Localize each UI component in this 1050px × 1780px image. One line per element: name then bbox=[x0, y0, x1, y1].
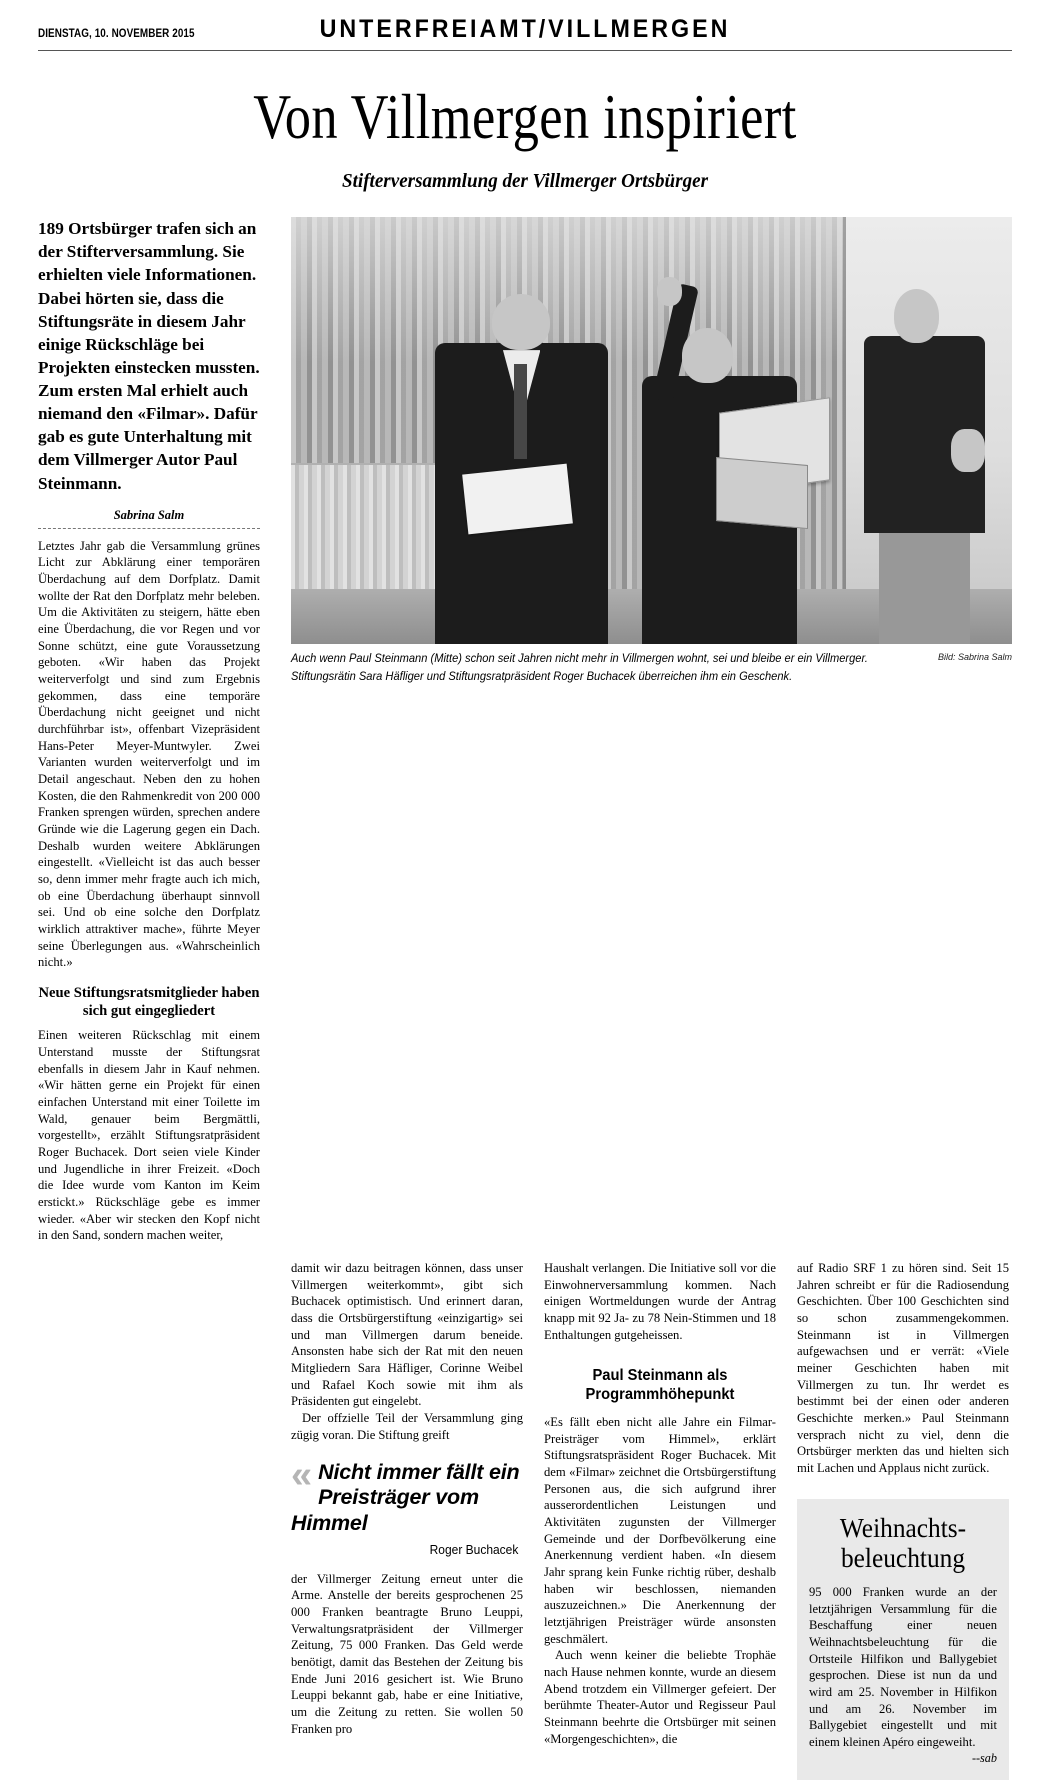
masthead bbox=[38, 0, 1012, 48]
photo-block bbox=[291, 217, 1012, 1244]
pull-quote bbox=[291, 1454, 523, 1557]
trousers bbox=[879, 522, 970, 644]
article-top-section bbox=[38, 217, 1012, 1244]
column2-paragraph-1: damit wir dazu beitragen können, dass unser Villmergen weiterkommt», gibt sich Buchacek optimistisch. Und erinnert daran, dass die Ortsbürgerstiftung «einzigartig» sei und man Villmergen darum beneide. Ansonsten habe sich der Rat mit den neuen Mitgliedern Sara Häfliger, Corinne Weibel und Rafael Koch sowie mit ihm als Präsidenten gut eingelebt. bbox=[291, 1260, 523, 1409]
sidebar-box-signature: --sab bbox=[971, 1750, 997, 1765]
person-sara-haefliger bbox=[861, 286, 1012, 645]
waving-hand bbox=[657, 277, 682, 306]
column3-paragraph-2: «Es fällt eben nicht alle Jahre ein Filmar-Preisträger vom Himmel», erklärt Stiftungsratspräsident Roger Buchacek. Mit dem «Filmar» zeichnet die Ortsbürgerstiftung Personen aus, die sich aufgrund ihrer ausserordentlichen Leistungen und Aktivitäten zugunsten der Villmerger Gemeinde und der Dorfbevölkerung eine Anerkennung verdient haben. «In diesem Jahr sprang kein Funke richtig rüber, deshalb haben wir beschlossen, niemanden auszuzeichnen.» Die Anerkennung der letztjährigen Preisträger würde ansonsten geschmälert. bbox=[544, 1415, 776, 1646]
column3-paragraph-3: Auch wenn keiner die beliebte Trophäe nach Hause nehmen konnte, wurde an diesem Abend trotzdem ein Villmerger gefeiert. Der berühmte Theater-Autor und Regisseur Paul Steinmann beehrte die Ortsbürger mit seinen «Morgengeschichten», die bbox=[544, 1648, 776, 1746]
column2-paragraph-2: Der offzielle Teil der Versammlung ging zügig voran. Die Stiftung greift bbox=[291, 1410, 523, 1442]
sidebar-box-title bbox=[815, 1513, 992, 1573]
person-roger-buchacek bbox=[428, 294, 615, 644]
photo-caption: Auch wenn Paul Steinmann (Mitte) schon seit Jahren nicht mehr in Villmergen wohnt, sei und bleibe er ein Villmerger. Stiftungsrätin Sara Häfliger und Stiftungsratpräsident Roger Buchacek überreichen ihm ein Geschenk. bbox=[291, 652, 868, 683]
sidebar-box-title-line1: Weihnachts- bbox=[839, 1512, 967, 1543]
head bbox=[682, 328, 733, 383]
column3-subheading: Paul Steinmann als Programmhöhepunkt bbox=[585, 1367, 735, 1404]
column-3 bbox=[544, 1260, 776, 1780]
head bbox=[894, 289, 939, 343]
sidebar-box-weihnachtsbeleuchtung bbox=[797, 1499, 1009, 1780]
article-byline: Sabrina Salm bbox=[113, 507, 185, 522]
article-lead-paragraph: 189 Ortsbürger trafen sich an der Stifterversammlung. Sie erhielten viele Informationen. Dabei hörten sie, dass die Stiftungsräte in diesem Jahr einige Rückschläge bei Projekten einstecken mussten. Zum ersten Mal erhielt auch niemand den «Filmar». Dafür gab es gute Unterhaltung mit dem Villmerger Autor Paul Steinmann. bbox=[38, 219, 260, 493]
lead-column bbox=[38, 217, 260, 1244]
head bbox=[492, 294, 550, 350]
photo-credit: Bild: Sabrina Salm bbox=[937, 652, 1012, 663]
column1-subheading: Neue Stiftungsratsmitglieder haben sich gut eingegliedert bbox=[38, 985, 260, 1019]
clapping-hands bbox=[951, 429, 984, 472]
article-headline: Von Villmergen inspiriert bbox=[253, 81, 797, 152]
necktie bbox=[514, 364, 527, 459]
gift-box bbox=[716, 457, 808, 529]
article-subhead: Stifterversammlung der Villmerger Ortsbürger bbox=[342, 170, 708, 193]
column1-paragraph-1: Letztes Jahr gab die Versammlung grünes Licht zur Abklärung einer temporären Überdachung auf dem Dorfplatz. Damit wollte der Rat den Dorfplatz mehr beleben. Um die Aktivitäten zu steigern, hätte eben eine Überdachung, die vor Regen und vor Sonne schützt, eine gute Voraussetzung geboten. «Wir haben das Projekt weiterverfolgt und sind zum Ergebnis gekommen, dass eine temporäre Überdachung nicht geeignet und nicht durchführbar ist», offenbart Vizepräsident Hans-Peter Meyer-Muntwyler. Zwei Varianten wurden weiterverfolgt und im Detail angeschaut. Neben den zu hohen Kosten, die den Rahmenkredit von 200 000 Franken sprengen würden, sprechen andere Gründe wie die Lagerung gegen ein Dach. Deshalb wurden weitere Abklärungen eingestellt. «Vielleicht ist das auch besser so, denn immer mehr fragte auch ich mich, ob eine Überdachung überhaupt sinnvoll sei. Und ob eine solche den Dorfplatz wirklich attraktiver mache», führte Meyer seine Überlegungen aus. «Wahrscheinlich nicht.» bbox=[38, 538, 260, 970]
column3-paragraph-1: Haushalt verlangen. Die Initiative soll vor die Einwohnerversammlung kommen. Nach einigen Wortmeldungen wurde der Antrag knapp mit 92 Ja- zu 78 Nein-Stimmen und 18 Enthaltungen gutgeheissen. bbox=[544, 1260, 776, 1342]
column-2 bbox=[291, 1260, 523, 1780]
sidebar-box-body: 95 000 Franken wurde an der letztjährigen Versammlung für die Beschaffung einer neuen Weihnachtsbeleuchtung für die Ortsteile Hilfikon und Ballygebiet gesprochen. Diese ist nun da und wird am 25. November in Hilfikon und am 26. November im Ballygebiet eingestellt und mit einem kleinen Apéro eingeweiht. bbox=[809, 1585, 997, 1750]
column2-body-cont bbox=[291, 1571, 523, 1738]
lower-columns bbox=[38, 1260, 1012, 1780]
column3-body bbox=[544, 1260, 776, 1748]
column2-body bbox=[291, 1260, 523, 1443]
award-ceremony-photo bbox=[291, 217, 1012, 644]
byline-divider bbox=[38, 528, 260, 529]
masthead-divider bbox=[38, 50, 1012, 51]
column1-paragraph-2: Einen weiteren Rückschlag mit einem Unterstand musste der Stiftungsrat ebenfalls in diesem Jahr in Kauf nehmen. «Wir hätten gerne ein Projekt für einen einfachen Unterstand mit einer Toilette im Wald, genauer beim Bergmättli, vorgestellt», erzählt Stiftungsratpräsident Roger Buchacek. Dort seien viele Kinder und Jugendliche in ihrer Freizeit. «Doch die Idee wurde vom Kanton im Keim erstickt.» Rückschläge gebe es immer wieder. «Aber wir stecken den Kopf nicht in den Sand, sondern machen weiter, bbox=[38, 1028, 260, 1243]
column1-body bbox=[38, 538, 260, 1244]
column4-body bbox=[797, 1260, 1009, 1477]
person-paul-steinmann bbox=[630, 277, 825, 644]
photo-caption-row bbox=[291, 650, 1012, 685]
paper-sheet bbox=[463, 464, 574, 534]
wall-edge bbox=[843, 217, 846, 644]
masthead-section-title: UNTERFREIAMT/VILLMERGEN bbox=[319, 15, 731, 43]
column2-paragraph-3: der Villmerger Zeitung erneut unter die Arme. Anstelle der bereits gesprochenen 25 000 Franken beantragte Bruno Leuppi, Verwaltungsratpräsident der Villmerger Zeitung, 75 000 Franken. Das Geld werde benötigt, damit das Bestehen der Zeitung bis Ende Juni 2016 gesichert ist. Wie Bruno Leuppi bekannt gab, habe er eine Initiative, um die Zeitung zu retten. Sie wollen 50 Franken pro bbox=[291, 1571, 523, 1736]
pull-quote-text: Nicht immer fällt ein Preisträger vom Himmel bbox=[291, 1460, 520, 1535]
column-4 bbox=[797, 1260, 1009, 1780]
masthead-date: DIENSTAG, 10. NOVEMBER 2015 bbox=[38, 28, 195, 40]
pull-quote-author: Roger Buchacek bbox=[429, 1542, 519, 1557]
sidebar-box-title-line2: beleuchtung bbox=[840, 1542, 966, 1573]
quote-mark-icon: « bbox=[291, 1454, 313, 1497]
column4-paragraph-1: auf Radio SRF 1 zu hören sind. Seit 15 Jahren schreibt er für die Radiosendung Geschichten. Über 100 Geschichten sind so schon zusammengekommen. Steinmann ist in Villmergen aufgewachsen und er verrät: «Viele meiner Geschichten haben mit Villmergen zu tun. Ihr werdet es bestimmt bei der einen oder anderen Geschichte merken.» Paul Steinmann versprach nicht zu viel, denn die Ortsbürger merkten das und hielten sich mit Lachen und Applaus nicht zurück. bbox=[797, 1260, 1009, 1475]
